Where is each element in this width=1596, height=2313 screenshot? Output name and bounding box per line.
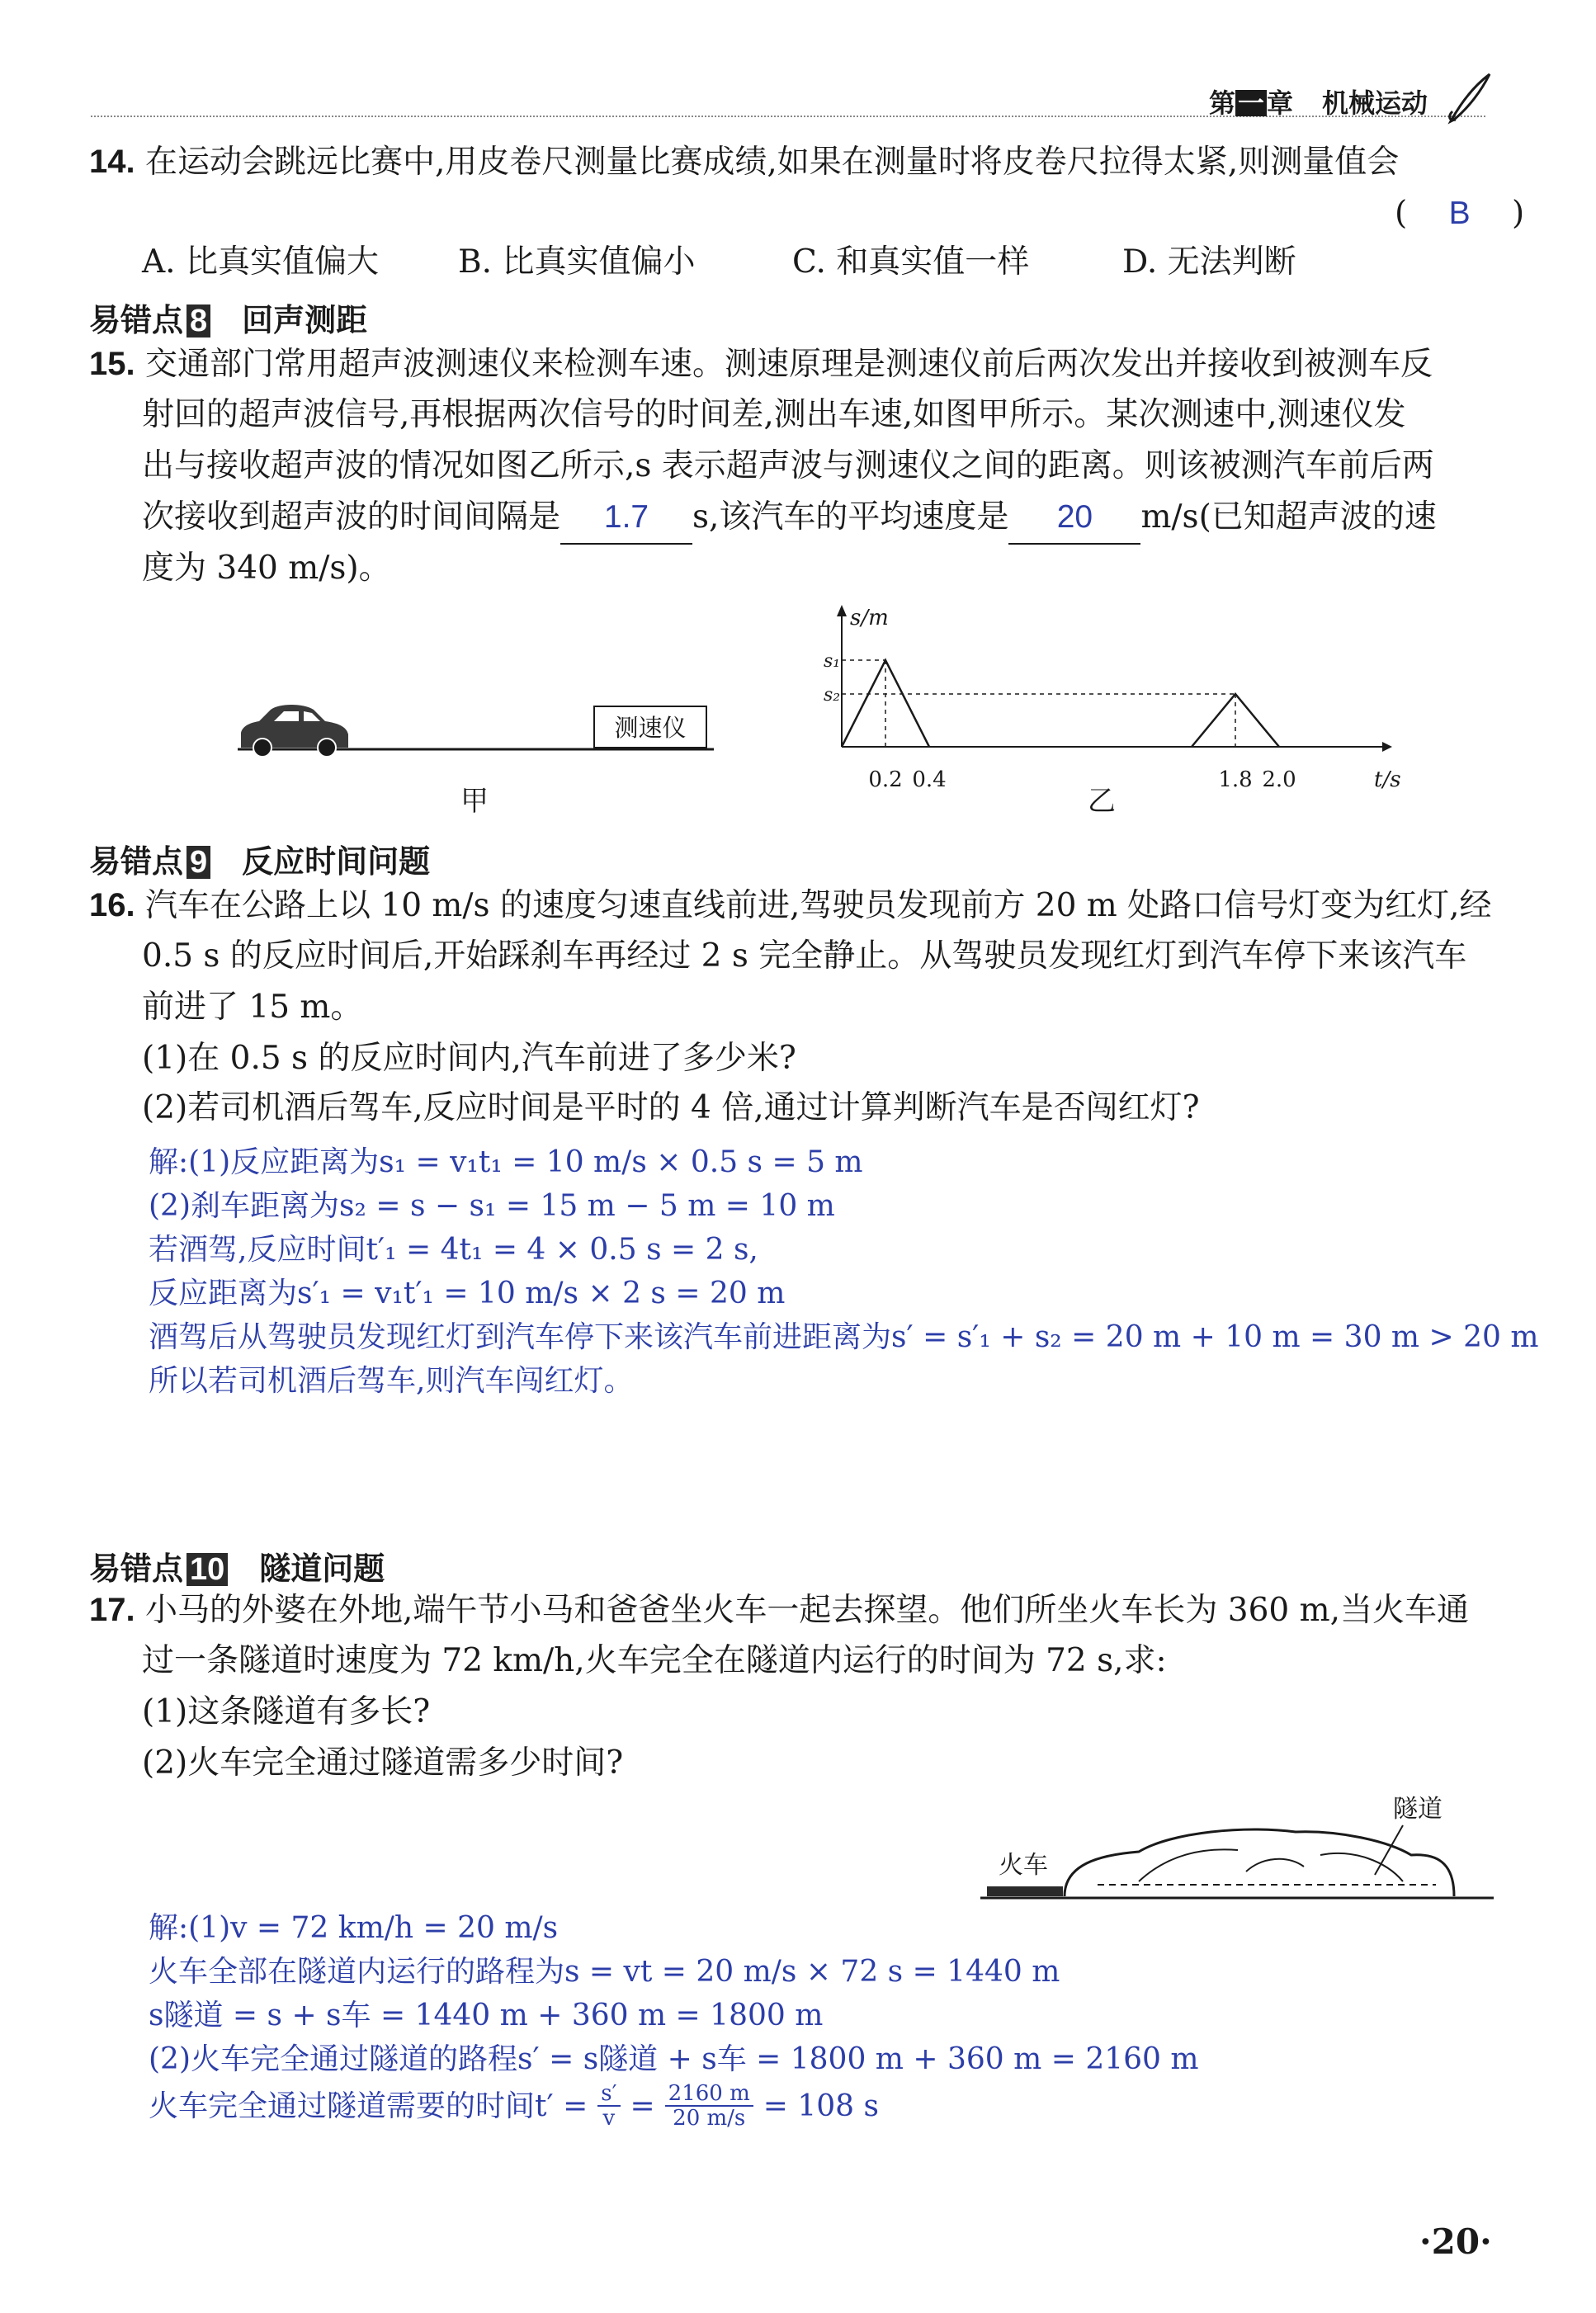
q17-solution <box>149 1906 1199 2131</box>
speed-meter-label: 测速仪 <box>614 714 687 742</box>
q16-sub-2: (2)若司机酒后驾车,反应时间是平时的 4 倍,通过计算判断汽车是否闯红灯? <box>142 1089 1200 1126</box>
q17-solution-line: (2)火车完全通过隧道的路程s′ = s隧道 + s车 = 1800 m + 360 m = 2160 m <box>149 2042 1199 2076</box>
q15-answer-interval: 1.7 <box>560 492 692 545</box>
q14-option-a: A. 比真实值偏大 <box>142 243 379 281</box>
q17-solution-line: 解:(1)v = 72 km/h = 20 m/s <box>149 1911 559 1945</box>
quill-pen-icon <box>1444 70 1494 128</box>
tunnel-label: 隧道 <box>1393 1795 1443 1824</box>
q16-solution-line: 若酒驾,反应时间t′₁ = 4t₁ = 4 × 0.5 s = 2 s, <box>149 1233 758 1267</box>
section-8-number: 8 <box>187 304 210 338</box>
section-8-heading: 易错点 8 回声测距 <box>89 304 368 338</box>
q15-line-1: 15. 交通部门常用超声波测速仪来检测车速。测速原理是测速仪前后两次发出并接收到被测车反 <box>89 346 1433 383</box>
q16-line-3: 前进了 15 m。 <box>142 989 363 1026</box>
section-9-heading: 易错点 9 反应时间问题 <box>89 845 431 880</box>
figure-yi-chart <box>792 598 1411 796</box>
q17-solution-line: 火车全部在隧道内运行的路程为s = vt = 20 m/s × 72 s = 1440 m <box>149 1955 1060 1989</box>
y-axis-arrow <box>837 605 847 616</box>
section-10-heading: 易错点 10 隧道问题 <box>89 1552 385 1587</box>
q14-answer-paren: ( B ) <box>1395 195 1525 232</box>
q17-line-1: 17. 小马的外婆在外地,端午节小马和爸爸坐火车一起去探望。他们所坐火车长为 360 m,当火车通 <box>89 1592 1470 1629</box>
q16-solution <box>149 1140 1539 1403</box>
q16-line-1: 16. 汽车在公路上以 10 m/s 的速度匀速直线前进,驾驶员发现前方 20 m 处路口信号灯变为红灯,经 <box>89 887 1492 924</box>
q14-option-c: C. 和真实值一样 <box>792 243 1030 281</box>
x-tick-label: 0.4 <box>912 767 947 792</box>
q16-solution-line: (2)刹车距离为s₂ = s − s₁ = 15 m − 5 m = 10 m <box>149 1189 835 1223</box>
q15-line-2: 射回的超声波信号,再根据两次信号的时间差,测出车速,如图甲所示。某次测速中,测速仪发 <box>142 396 1406 433</box>
x-axis-label: t/s <box>1374 767 1401 792</box>
y-axis-label: s/m <box>850 606 889 630</box>
fraction-values: $\frac{2160 m}{20 m/s}$ <box>665 2082 753 2130</box>
q15-line-5: 度为 340 m/s)。 <box>142 550 391 587</box>
train-label: 火车 <box>999 1851 1048 1880</box>
x-axis-arrow <box>1382 742 1392 752</box>
y-tick-s1: s₁ <box>824 651 841 672</box>
q14-stem: 14. 在运动会跳远比赛中,用皮卷尺测量比赛成绩,如果在测量时将皮卷尺拉得太紧,则测量值会 <box>89 144 1400 181</box>
q16-solution-line: 酒驾后从驾驶员发现红灯到汽车停下来该汽车前进距离为s′ = s′₁ + s₂ = 20 m + 10 m = 30 m > 20 m <box>149 1320 1539 1354</box>
q16-solution-line: 反应距离为s′₁ = v₁t′₁ = 10 m/s × 2 s = 20 m <box>149 1277 786 1310</box>
q15-line-4: 次接收到超声波的时间间隔是 1.7 s,该汽车的平均速度是 20 m/s(已知超声波的速 <box>142 492 1437 545</box>
q14-answer: B <box>1448 196 1471 231</box>
figure-jia-caption: 甲 <box>460 785 489 818</box>
chapter-number-box: 一 <box>1235 90 1267 116</box>
q15-line-3: 出与接收超声波的情况如图乙所示,s 表示超声波与测速仪之间的距离。则该被测汽车前后两 <box>142 447 1434 484</box>
q17-solution-final: 火车完全通过隧道需要的时间t′ = $\frac{s'}{v}$ = $\frac{2160 m}{20 m/s}$ = 108 s <box>149 2081 880 2131</box>
q14-option-b: B. 比真实值偏小 <box>458 243 696 281</box>
q16-line-2: 0.5 s 的反应时间后,开始踩刹车再经过 2 s 完全静止。从驾驶员发现红灯到汽车停下来该汽车 <box>142 937 1467 975</box>
page-number: ·20· <box>1419 2221 1492 2262</box>
figure-yi-caption: 乙 <box>1088 785 1116 818</box>
train-icon <box>987 1886 1063 1896</box>
x-tick-label: 2.0 <box>1262 767 1296 792</box>
q17-sub-2: (2)火车完全通过隧道需多少时间? <box>142 1744 624 1782</box>
figure-jia <box>231 685 726 776</box>
section-9-number: 9 <box>187 846 210 879</box>
section-8-title: 回声测距 <box>242 304 368 338</box>
q16-sub-1: (1)在 0.5 s 的反应时间内,汽车前进了多少米? <box>142 1040 796 1077</box>
x-tick-label: 0.2 <box>868 767 903 792</box>
fraction-s-over-v: $\frac{s'}{v}$ <box>597 2082 620 2130</box>
chapter-title: 机械运动 <box>1321 88 1428 118</box>
q17-line-2: 过一条隧道时速度为 72 km/h,火车完全在隧道内运行的时间为 72 s,求: <box>142 1642 1167 1679</box>
q17-solution-line: s隧道 = s + s车 = 1440 m + 360 m = 1800 m <box>149 1999 824 2032</box>
q17-sub-1: (1)这条隧道有多长? <box>142 1693 431 1730</box>
q16-solution-line: 所以若司机酒后驾车,则汽车闯红灯。 <box>149 1364 634 1398</box>
section-9-title: 反应时间问题 <box>242 845 431 880</box>
chapter-header: 第一章 机械运动 <box>1209 88 1428 118</box>
tunnel-figure <box>974 1782 1502 1914</box>
section-10-number: 10 <box>187 1553 228 1586</box>
y-tick-s2: s₂ <box>824 685 841 706</box>
q16-solution-line: 解:(1)反应距离为s₁ = v₁t₁ = 10 m/s × 0.5 s = 5 m <box>149 1145 863 1179</box>
x-tick-label: 1.8 <box>1218 767 1253 792</box>
q15-answer-speed: 20 <box>1008 492 1140 545</box>
section-10-title: 隧道问题 <box>259 1552 385 1587</box>
q14-option-d: D. 无法判断 <box>1122 243 1296 281</box>
